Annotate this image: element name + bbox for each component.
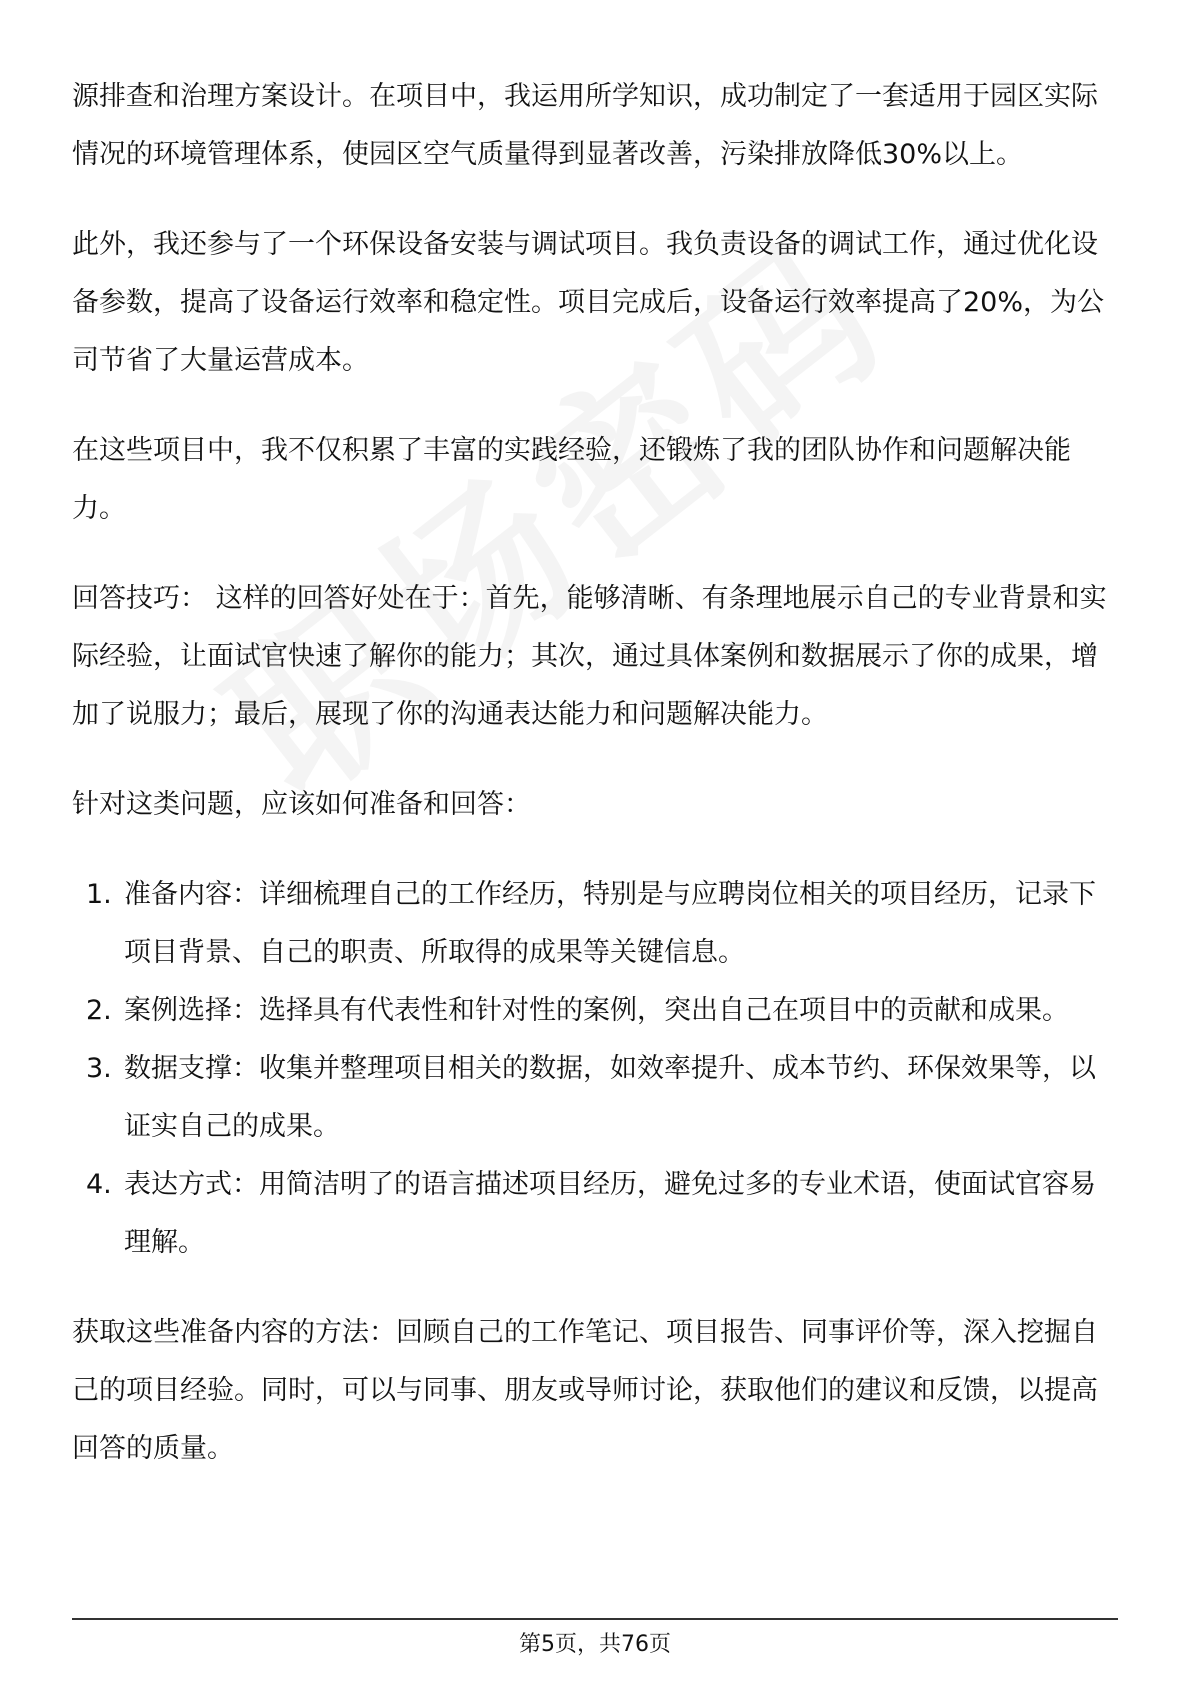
- paragraph-summary: 在这些项目中，我不仅积累了丰富的实践经验，还锻炼了我的团队协作和问题解决能力。: [72, 435, 1071, 524]
- list-item-number: 4.: [86, 1169, 112, 1200]
- list-item-text: 准备内容：详细梳理自己的工作经历，特别是与应聘岗位相关的项目经历，记录下项目背景、自己的职责、所取得的成果等关键信息。: [124, 879, 1096, 968]
- footer-divider: [72, 1618, 1118, 1620]
- document-body: [72, 68, 1122, 1510]
- list-item-number: 3.: [86, 1053, 112, 1084]
- list-item-number: 2.: [86, 995, 112, 1026]
- preparation-list: [72, 866, 1122, 1272]
- list-item-number: 1.: [86, 879, 112, 910]
- list-item-text: 表达方式：用简洁明了的语言描述项目经历，避免过多的专业术语，使面试官容易理解。: [124, 1169, 1096, 1258]
- page-number: 第5页，共76页: [519, 1632, 671, 1657]
- list-item-text: 案例选择：选择具有代表性和针对性的案例，突出自己在项目中的贡献和成果。: [124, 995, 1069, 1026]
- paragraph-equipment-project: 此外，我还参与了一个环保设备安装与调试项目。我负责设备的调试工作，通过优化设备参数，提高了设备运行效率和稳定性。项目完成后，设备运行效率提高了20%，为公司节省了大量运营成本。: [72, 229, 1105, 376]
- list-item: [72, 1040, 1122, 1156]
- paragraph-project-environment: 源排查和治理方案设计。在项目中，我运用所学知识，成功制定了一套适用于园区实际情况的环境管理体系，使园区空气质量得到显著改善，污染排放降低30%以上。: [72, 81, 1098, 170]
- paragraph-how-to-prepare: 针对这类问题，应该如何准备和回答：: [72, 789, 531, 820]
- list-item: [72, 1156, 1122, 1272]
- list-item-text: 数据支撑：收集并整理项目相关的数据，如效率提升、成本节约、环保效果等，以证实自己的成果。: [124, 1053, 1096, 1142]
- paragraph-methods: 获取这些准备内容的方法：回顾自己的工作笔记、项目报告、同事评价等，深入挖掘自己的项目经验。同时，可以与同事、朋友或导师讨论，获取他们的建议和反馈，以提高回答的质量。: [72, 1317, 1098, 1464]
- paragraph-answer-tips: 回答技巧： 这样的回答好处在于：首先，能够清晰、有条理地展示自己的专业背景和实际经验，让面试官快速了解你的能力；其次，通过具体案例和数据展示了你的成果，增加了说服力；最后，展现了你的沟通表达能力和问题解决能力。: [72, 583, 1107, 730]
- list-item: [72, 866, 1122, 982]
- list-item: [72, 982, 1122, 1040]
